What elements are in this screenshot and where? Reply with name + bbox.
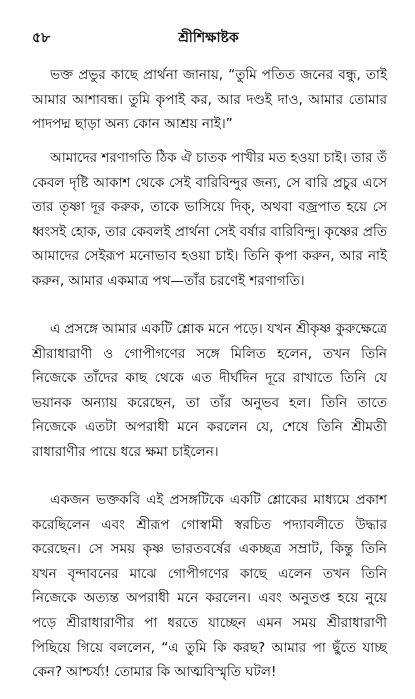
paragraph-text: ভক্ত প্রভুর কাছে প্রার্থনা জানায়, “তুমি পতিত জনের বন্ধু, তাই আমার আশাবন্ধ। তুমি কৃপাই কর, আর দণ্ডই দাও, আমার তোমার পাদপদ্ম ছাড়া অন্য কোন আশ্রয় নাই।” (32, 67, 387, 133)
paragraph-2 (32, 146, 387, 294)
paragraph-text: এ প্রসঙ্গে আমার একটি শ্লোক মনে পড়ে। যখন শ্রীকৃষ্ণ কুরুক্ষেত্রে শ্রীরাধারাণী ও গোপীগণের সঙ্গে মিলিত হলেন, তখন তিনি নিজেকে তাঁদের কাছ থেকে এত দীর্ঘদিন দূরে রাখাতে তিনি যে ভয়ানক অন্যায় করেছেন, তা তাঁর অনুভব হল। তিনি তাতে নিজেকে এতটা অপরাধী মনে করলেন যে, শেষে তিনি শ্রীমতী রাধারাণীর পায়ে ধরে ক্ষমা চাইলেন। (32, 321, 387, 460)
paragraph-text: একজন ভক্তকবি এই প্রসঙ্গটিকে একটি শ্লোকের মাধ্যমে প্রকাশ করেছিলেন এবং শ্রীরূপ গোস্বামী স্বরচিত পদ্যাবলীতে উদ্ধার করেছেন। সে সময় কৃষ্ণ ভারতবর্ষের একচ্ছত্র সম্রাট, কিন্তু তিনি যখন বৃন্দাবনের মাঝে গোপীগণের কাছে এলেন তখন তিনি নিজেকে অত্যন্ত অপরাধী মনে করলেন। এবং অনুতপ্ত হয়ে নুয়ে পড়ে শ্রীরাধারাণীর পা ধরতে যাচ্ছেন এমন সময় শ্রীরাধারাণী পিছিয়ে গিয়ে বললেন, “এ তুমি কি করছ? আমার পা ছুঁতে যাচ্ছ কেন? আশ্চর্য্য! তোমার কি আত্মবিস্মৃতি ঘটল! (32, 492, 387, 681)
page-number: ৫৮ (32, 30, 51, 46)
page-header (32, 26, 385, 48)
paragraph-text: আমাদের শরণাগতি ঠিক ঐ চাতক পাখীর মত হওয়া চাই। তার তঁ কেবল দৃষ্টি আকাশ থেকে সেই বারিবিন্দুর জন্য, সে বারি প্রচুর এসে তার তৃষ্ণা দূর করুক, তাকে ভাসিয়ে দিক্‌, অথবা বজ্রপাত হয়ে সে ধ্বংসই হোক, তার কেবলই প্রার্থনা সেই বর্ষার বারিবিন্দু। কৃষ্ণের প্রতি আমাদের সেইরূপ মনোভাব হওয়া চাই। তিনি কৃপা করুন, আর নাই করুন, আমার একমাত্র পথ—তাঁর চরণেই শরণাগতি। (32, 150, 387, 289)
paragraph-1 (32, 63, 387, 137)
paragraph-4 (32, 488, 387, 685)
running-title: শ্রীশিক্ষাষ্টক (178, 30, 239, 46)
paragraph-3 (32, 317, 387, 465)
